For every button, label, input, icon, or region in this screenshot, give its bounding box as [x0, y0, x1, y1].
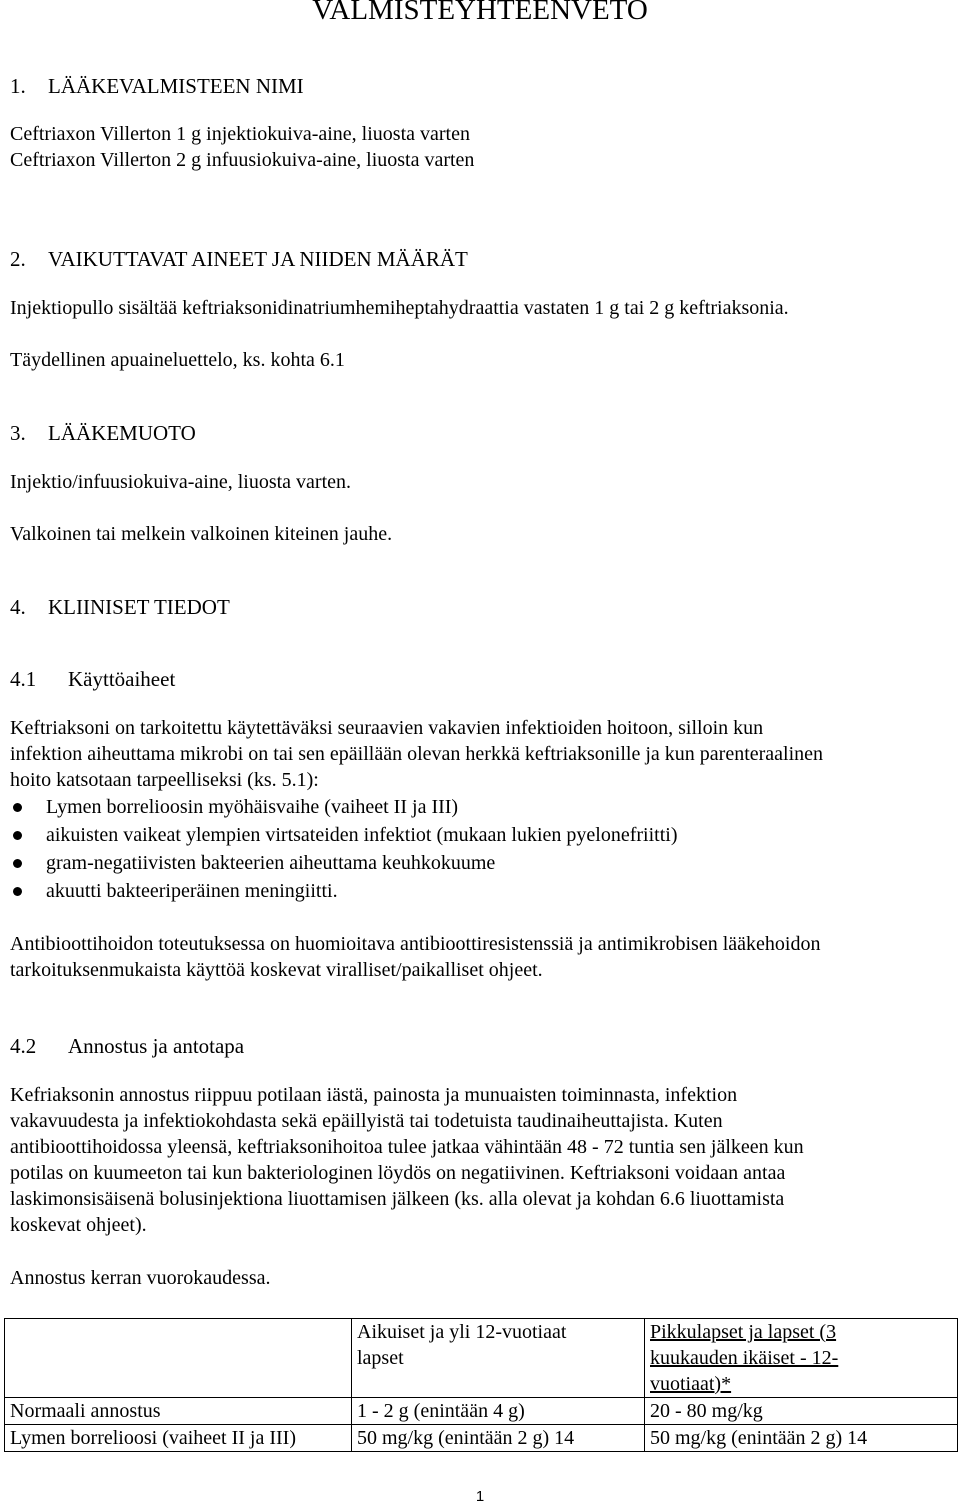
section-number: 4.1: [10, 667, 37, 691]
section-title: VAIKUTTAVAT AINEET JA NIIDEN MÄÄRÄT: [48, 247, 468, 271]
list-item: Lymen borrelioosin myöhäisvaihe (vaiheet II ja III): [10, 793, 677, 821]
bullet-icon: [13, 831, 22, 840]
paragraph-line: infektion aiheuttama mikrobi on tai sen epäillään olevan herkkä keftriaksonille ja kun parenteraalinen: [10, 743, 824, 765]
section-title: KLIINISET TIEDOT: [48, 595, 230, 619]
section-title: Käyttöaiheet: [68, 667, 176, 691]
section-title: LÄÄKEVALMISTEEN NIMI: [48, 74, 304, 98]
paragraph: Täydellinen apuaineluettelo, ks. kohta 6.1: [10, 349, 345, 371]
paragraph-line: laskimonsisäisenä bolusinjektiona liuottamisen jälkeen (ks. alla olevat ja kohdan 6.6 liuottamista: [10, 1188, 785, 1210]
section-title: Annostus ja antotapa: [68, 1034, 245, 1058]
section-4-1-heading: [10, 666, 175, 692]
section-number: 4.: [10, 595, 26, 619]
section-title: LÄÄKEMUOTO: [48, 421, 196, 445]
list-item: akuutti bakteeriperäinen meningiitti.: [10, 877, 677, 905]
section-3-heading: [10, 420, 196, 446]
table-header-cell: Pikkulapset ja lapset (3 kuukauden ikäiset - 12- vuotiaat)*: [645, 1319, 958, 1398]
table-cell: 50 mg/kg (enintään 2 g) 14: [645, 1425, 958, 1452]
table-header-cell: [5, 1319, 352, 1398]
page-number: 1: [475, 1488, 485, 1505]
paragraph-line: koskevat ohjeet).: [10, 1214, 147, 1236]
list-item: gram-negatiivisten bakteerien aiheuttama keuhkokuume: [10, 849, 677, 877]
section-number: 4.2: [10, 1034, 37, 1058]
table-cell: 50 mg/kg (enintään 2 g) 14: [352, 1425, 645, 1452]
paragraph-line: vakavuudesta ja infektiokohdasta sekä epäillyistä tai todetuista taudinaiheuttajista. Kuten: [10, 1110, 723, 1132]
table-cell: Normaali annostus: [5, 1398, 352, 1425]
paragraph: Injektiopullo sisältää keftriaksonidinatriumhemiheptahydraattia vastaten 1 g tai 2 g keftriaksonia.: [10, 297, 789, 319]
paragraph-line: antibioottihoidossa yleensä, keftriaksonihoitoa tulee jatkaa vähintään 48 - 72 tuntia sen jälkeen kun: [10, 1136, 804, 1158]
paragraph: Valkoinen tai melkein valkoinen kiteinen jauhe.: [10, 523, 393, 545]
paragraph-line: hoito katsotaan tarpeelliseksi (ks. 5.1):: [10, 769, 319, 791]
section-number: 2.: [10, 247, 26, 271]
bullet-icon: [13, 859, 22, 868]
table-row: [5, 1398, 958, 1425]
paragraph-line: Antibioottihoidon toteutuksessa on huomioitava antibioottiresistenssiä ja antimikrobisen lääkehoidon: [10, 933, 821, 955]
paragraph-line: Kefriaksonin annostus riippuu potilaan iästä, painosta ja munuaisten toiminnasta, infektion: [10, 1084, 738, 1106]
paragraph-line: potilas on kuumeeton tai kun bakteriologinen löydös on negatiivinen. Keftriaksoni voidaan antaa: [10, 1162, 786, 1184]
paragraph: Injektio/infuusiokuiva-aine, liuosta varten.: [10, 471, 352, 493]
table-cell: 20 - 80 mg/kg: [645, 1398, 958, 1425]
section-number: 3.: [10, 421, 26, 445]
section-number: 1.: [10, 74, 26, 98]
product-name-line: Ceftriaxon Villerton 1 g injektiokuiva-aine, liuosta varten: [10, 123, 470, 145]
bullet-icon: [13, 803, 22, 812]
section-1-heading: [10, 73, 304, 99]
section-4-2-heading: [10, 1033, 244, 1059]
table-cell: Lymen borrelioosi (vaiheet II ja III): [5, 1425, 352, 1452]
table-header-row: [5, 1319, 958, 1398]
table-row: [5, 1425, 958, 1452]
bullet-icon: [13, 887, 22, 896]
product-name-line: Ceftriaxon Villerton 2 g infuusiokuiva-aine, liuosta varten: [10, 149, 475, 171]
section-2-heading: [10, 246, 468, 272]
paragraph-line: Keftriaksoni on tarkoitettu käytettäväksi seuraavien vakavien infektioiden hoitoon, silloin kun: [10, 717, 764, 739]
table-cell: 1 - 2 g (enintään 4 g): [352, 1398, 645, 1425]
paragraph-line: tarkoituksenmukaista käyttöä koskevat viralliset/paikalliset ohjeet.: [10, 959, 543, 981]
section-4-heading: [10, 594, 230, 620]
document-title: VALMISTEYHTEENVETO: [312, 0, 648, 26]
indication-list: [10, 793, 677, 905]
list-item: aikuisten vaikeat ylempien virtsateiden infektiot (mukaan lukien pyelonefriitti): [10, 821, 677, 849]
table-header-cell: Aikuiset ja yli 12-vuotiaat lapset: [352, 1319, 645, 1398]
paragraph: Annostus kerran vuorokaudessa.: [10, 1267, 271, 1289]
dosage-table: [4, 1318, 958, 1452]
